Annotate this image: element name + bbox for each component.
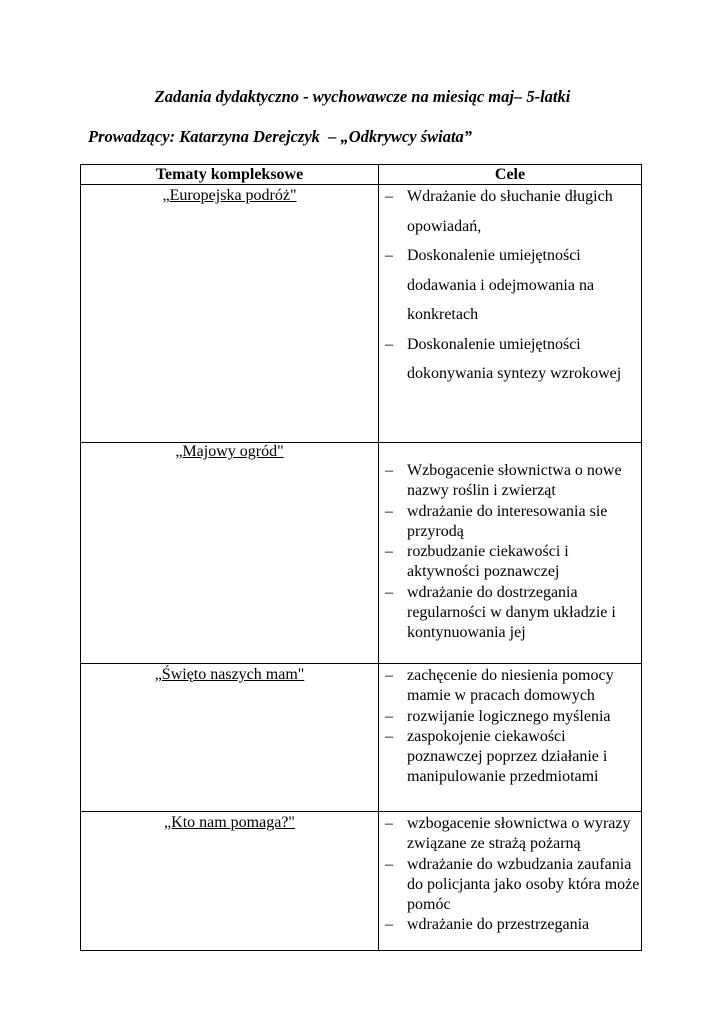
topic-label: „Majowy ogród" — [175, 443, 284, 460]
topic-cell — [81, 185, 379, 443]
goal-item: – wdrażanie do dostrzegania regularności w danym układzie i kontynuowania jej — [407, 583, 641, 644]
goal-item: – wdrażanie do przestrzegania — [407, 915, 641, 935]
topic-label: „Europejska podróż" — [162, 187, 297, 204]
goal-item: – rozbudzanie ciekawości i aktywności poznawczej — [407, 542, 641, 583]
goal-item: – zaspokojenie ciekawości poznawczej poprzez działanie i manipulowanie przedmiotami — [407, 727, 641, 788]
goal-item: – Wzbogacenie słownictwa o nowe nazwy roślin i zwierząt — [407, 461, 641, 502]
topic-cell — [81, 443, 379, 664]
goals-cell — [379, 185, 642, 443]
goal-item: – wdrażanie do interesowania sie przyrodą — [407, 502, 641, 543]
goals-list — [379, 666, 641, 788]
goals-list — [379, 814, 641, 936]
goals-table — [80, 164, 642, 951]
goal-item: – zachęcenie do niesienia pomocy mamie w pracach domowych — [407, 666, 641, 707]
table-row — [81, 812, 642, 951]
column-header-topics: Tematy kompleksowe — [81, 165, 379, 185]
table-row — [81, 664, 642, 812]
goals-list — [379, 461, 641, 644]
table-row — [81, 443, 642, 664]
goal-item: – wzbogacenie słownictwa o wyrazy związane ze strażą pożarną — [407, 814, 641, 855]
goals-list — [379, 182, 641, 389]
topic-label: „Święto naszych mam" — [154, 666, 305, 683]
document-subtitle: Prowadzący: Katarzyna Derejczyk – „Odkrywcy świata” — [88, 127, 473, 146]
column-header-goals: Cele — [379, 165, 642, 185]
document-title: Zadania dydaktyczno - wychowawcze na miesiąc maj– 5-latki — [154, 87, 571, 106]
goal-item: – wdrażanie do wzbudzania zaufania do policjanta jako osoby która może pomóc — [407, 855, 641, 916]
goal-item: – Doskonalenie umiejętności dokonywania syntezy wzrokowej — [407, 330, 641, 389]
goal-item: – rozwijanie logicznego myślenia — [407, 707, 641, 727]
topic-cell — [81, 664, 379, 812]
goals-cell — [379, 664, 642, 812]
goals-cell — [379, 443, 642, 664]
goal-item: – Doskonalenie umiejętności dodawania i odejmowania na konkretach — [407, 241, 641, 330]
goal-item: – Wdrażanie do słuchanie długich opowiadań, — [407, 182, 641, 241]
topic-cell — [81, 812, 379, 951]
goals-cell — [379, 812, 642, 951]
table-row — [81, 185, 642, 443]
topic-label: „Kto nam pomaga?" — [164, 814, 295, 831]
